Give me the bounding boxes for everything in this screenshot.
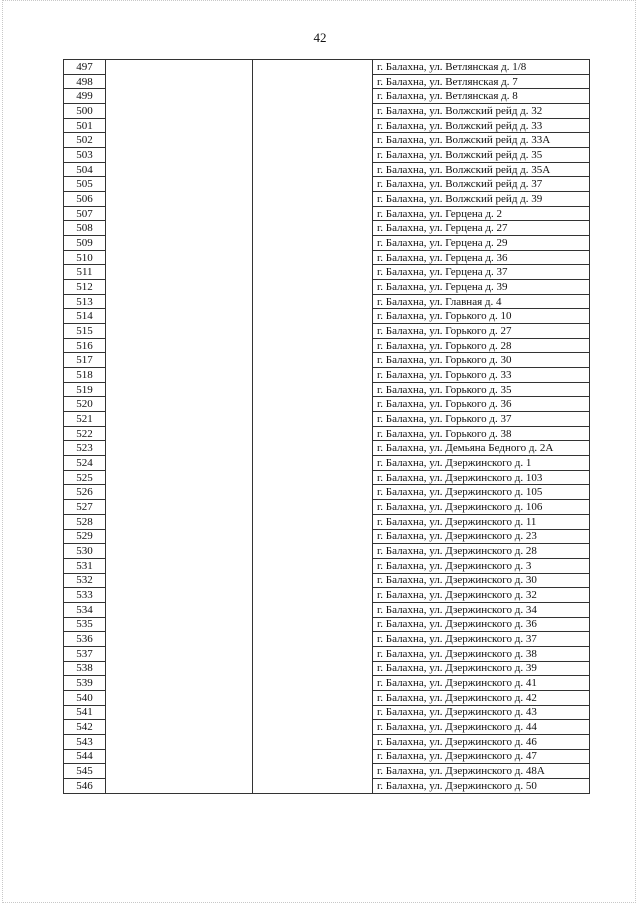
empty-cell (106, 778, 253, 793)
empty-cell (106, 632, 253, 647)
address-cell: г. Балахна, ул. Горького д. 33 (373, 368, 590, 383)
row-number-cell: 539 (64, 676, 106, 691)
empty-cell (106, 60, 253, 75)
empty-cell (106, 74, 253, 89)
row-number-cell: 528 (64, 514, 106, 529)
table-row (64, 441, 590, 456)
row-number-cell: 544 (64, 749, 106, 764)
empty-cell (253, 778, 373, 793)
table-row (64, 177, 590, 192)
empty-cell (106, 148, 253, 163)
table-row (64, 353, 590, 368)
address-cell: г. Балахна, ул. Волжский рейд д. 35 (373, 148, 590, 163)
address-cell: г. Балахна, ул. Ветлянская д. 1/8 (373, 60, 590, 75)
row-number-cell: 501 (64, 118, 106, 133)
empty-cell (253, 456, 373, 471)
empty-cell (106, 720, 253, 735)
table-row (64, 558, 590, 573)
row-number-cell: 532 (64, 573, 106, 588)
row-number-cell: 516 (64, 338, 106, 353)
row-number-cell: 503 (64, 148, 106, 163)
empty-cell (253, 500, 373, 515)
row-number-cell: 504 (64, 162, 106, 177)
table-row (64, 265, 590, 280)
empty-cell (253, 470, 373, 485)
empty-cell (253, 676, 373, 691)
empty-cell (106, 602, 253, 617)
table-row (64, 133, 590, 148)
address-cell: г. Балахна, ул. Главная д. 4 (373, 294, 590, 309)
address-cell: г. Балахна, ул. Волжский рейд д. 39 (373, 192, 590, 207)
table-row (64, 412, 590, 427)
address-cell: г. Балахна, ул. Волжский рейд д. 33А (373, 133, 590, 148)
table-row (64, 236, 590, 251)
table-row (64, 382, 590, 397)
row-number-cell: 523 (64, 441, 106, 456)
address-cell: г. Балахна, ул. Дзержинского д. 50 (373, 778, 590, 793)
empty-cell (106, 338, 253, 353)
empty-cell (253, 705, 373, 720)
empty-cell (253, 162, 373, 177)
empty-cell (253, 588, 373, 603)
empty-cell (253, 265, 373, 280)
row-number-cell: 517 (64, 353, 106, 368)
empty-cell (253, 544, 373, 559)
empty-cell (106, 764, 253, 779)
address-cell: г. Балахна, ул. Дзержинского д. 36 (373, 617, 590, 632)
table-row (64, 764, 590, 779)
table-row (64, 529, 590, 544)
empty-cell (253, 118, 373, 133)
empty-cell (253, 690, 373, 705)
empty-cell (253, 749, 373, 764)
empty-cell (106, 280, 253, 295)
table-row (64, 338, 590, 353)
address-cell: г. Балахна, ул. Горького д. 38 (373, 426, 590, 441)
address-cell: г. Балахна, ул. Дзержинского д. 11 (373, 514, 590, 529)
empty-cell (253, 397, 373, 412)
empty-cell (253, 602, 373, 617)
row-number-cell: 527 (64, 500, 106, 515)
table-row (64, 632, 590, 647)
address-cell: г. Балахна, ул. Герцена д. 2 (373, 206, 590, 221)
row-number-cell: 509 (64, 236, 106, 251)
address-cell: г. Балахна, ул. Дзержинского д. 103 (373, 470, 590, 485)
row-number-cell: 529 (64, 529, 106, 544)
address-cell: г. Балахна, ул. Дзержинского д. 106 (373, 500, 590, 515)
address-cell: г. Балахна, ул. Ветлянская д. 8 (373, 89, 590, 104)
empty-cell (253, 148, 373, 163)
empty-cell (106, 705, 253, 720)
address-cell: г. Балахна, ул. Дзержинского д. 28 (373, 544, 590, 559)
empty-cell (253, 192, 373, 207)
table-row (64, 734, 590, 749)
address-cell: г. Балахна, ул. Герцена д. 37 (373, 265, 590, 280)
row-number-cell: 502 (64, 133, 106, 148)
address-cell: г. Балахна, ул. Дзержинского д. 42 (373, 690, 590, 705)
empty-cell (106, 734, 253, 749)
empty-cell (253, 382, 373, 397)
empty-cell (106, 456, 253, 471)
row-number-cell: 508 (64, 221, 106, 236)
empty-cell (253, 338, 373, 353)
row-number-cell: 520 (64, 397, 106, 412)
empty-cell (106, 412, 253, 427)
empty-cell (253, 529, 373, 544)
empty-cell (253, 74, 373, 89)
table-row (64, 148, 590, 163)
empty-cell (253, 368, 373, 383)
table-row (64, 397, 590, 412)
address-cell: г. Балахна, ул. Волжский рейд д. 33 (373, 118, 590, 133)
row-number-cell: 507 (64, 206, 106, 221)
empty-cell (106, 529, 253, 544)
empty-cell (106, 588, 253, 603)
empty-cell (106, 324, 253, 339)
row-number-cell: 536 (64, 632, 106, 647)
row-number-cell: 533 (64, 588, 106, 603)
empty-cell (253, 104, 373, 119)
table-row (64, 60, 590, 75)
address-cell: г. Балахна, ул. Дзержинского д. 46 (373, 734, 590, 749)
address-cell: г. Балахна, ул. Волжский рейд д. 32 (373, 104, 590, 119)
empty-cell (253, 764, 373, 779)
empty-cell (106, 617, 253, 632)
empty-cell (106, 177, 253, 192)
table-row (64, 602, 590, 617)
empty-cell (106, 500, 253, 515)
empty-cell (253, 206, 373, 221)
empty-cell (106, 265, 253, 280)
table-row (64, 720, 590, 735)
empty-cell (106, 294, 253, 309)
empty-cell (253, 632, 373, 647)
empty-cell (106, 236, 253, 251)
row-number-cell: 545 (64, 764, 106, 779)
table-row (64, 646, 590, 661)
address-cell: г. Балахна, ул. Дзержинского д. 1 (373, 456, 590, 471)
row-number-cell: 531 (64, 558, 106, 573)
empty-cell (253, 734, 373, 749)
table-row (64, 206, 590, 221)
empty-cell (253, 720, 373, 735)
row-number-cell: 497 (64, 60, 106, 75)
empty-cell (106, 353, 253, 368)
address-cell: г. Балахна, ул. Демьяна Бедного д. 2А (373, 441, 590, 456)
table-row (64, 573, 590, 588)
row-number-cell: 512 (64, 280, 106, 295)
empty-cell (253, 177, 373, 192)
table-row (64, 485, 590, 500)
empty-cell (253, 485, 373, 500)
address-cell: г. Балахна, ул. Герцена д. 29 (373, 236, 590, 251)
empty-cell (253, 324, 373, 339)
empty-cell (253, 250, 373, 265)
row-number-cell: 526 (64, 485, 106, 500)
row-number-cell: 541 (64, 705, 106, 720)
row-number-cell: 525 (64, 470, 106, 485)
row-number-cell: 542 (64, 720, 106, 735)
table-row (64, 250, 590, 265)
table-row (64, 221, 590, 236)
empty-cell (106, 309, 253, 324)
address-cell: г. Балахна, ул. Дзержинского д. 32 (373, 588, 590, 603)
address-cell: г. Балахна, ул. Горького д. 30 (373, 353, 590, 368)
address-cell: г. Балахна, ул. Дзержинского д. 105 (373, 485, 590, 500)
table-row (64, 514, 590, 529)
table-row (64, 309, 590, 324)
address-cell: г. Балахна, ул. Дзержинского д. 39 (373, 661, 590, 676)
row-number-cell: 535 (64, 617, 106, 632)
address-cell: г. Балахна, ул. Ветлянская д. 7 (373, 74, 590, 89)
row-number-cell: 537 (64, 646, 106, 661)
row-number-cell: 505 (64, 177, 106, 192)
page-number: 42 (313, 30, 327, 45)
row-number-cell: 538 (64, 661, 106, 676)
row-number-cell: 499 (64, 89, 106, 104)
address-cell: г. Балахна, ул. Горького д. 36 (373, 397, 590, 412)
empty-cell (106, 514, 253, 529)
empty-cell (106, 485, 253, 500)
empty-cell (253, 60, 373, 75)
empty-cell (106, 426, 253, 441)
table-row (64, 368, 590, 383)
table-row (64, 470, 590, 485)
address-cell: г. Балахна, ул. Горького д. 37 (373, 412, 590, 427)
empty-cell (106, 89, 253, 104)
empty-cell (253, 309, 373, 324)
empty-cell (253, 426, 373, 441)
empty-cell (253, 236, 373, 251)
table-row (64, 676, 590, 691)
empty-cell (106, 441, 253, 456)
row-number-cell: 534 (64, 602, 106, 617)
row-number-cell: 519 (64, 382, 106, 397)
table-row (64, 661, 590, 676)
address-cell: г. Балахна, ул. Дзержинского д. 23 (373, 529, 590, 544)
table-row (64, 118, 590, 133)
row-number-cell: 506 (64, 192, 106, 207)
address-cell: г. Балахна, ул. Герцена д. 27 (373, 221, 590, 236)
empty-cell (106, 206, 253, 221)
table-row (64, 588, 590, 603)
table-row (64, 294, 590, 309)
address-cell: г. Балахна, ул. Дзержинского д. 30 (373, 573, 590, 588)
empty-cell (106, 646, 253, 661)
row-number-cell: 514 (64, 309, 106, 324)
table-row (64, 705, 590, 720)
empty-cell (253, 646, 373, 661)
row-number-cell: 500 (64, 104, 106, 119)
empty-cell (253, 353, 373, 368)
row-number-cell: 524 (64, 456, 106, 471)
table-row (64, 192, 590, 207)
empty-cell (106, 118, 253, 133)
address-cell: г. Балахна, ул. Волжский рейд д. 35А (373, 162, 590, 177)
empty-cell (106, 382, 253, 397)
table-row (64, 74, 590, 89)
row-number-cell: 540 (64, 690, 106, 705)
empty-cell (253, 573, 373, 588)
row-number-cell: 546 (64, 778, 106, 793)
empty-cell (106, 690, 253, 705)
address-table-body (64, 60, 590, 794)
table-row (64, 544, 590, 559)
table-row (64, 456, 590, 471)
address-cell: г. Балахна, ул. Дзержинского д. 47 (373, 749, 590, 764)
table-row (64, 617, 590, 632)
table-row (64, 426, 590, 441)
empty-cell (253, 412, 373, 427)
address-cell: г. Балахна, ул. Горького д. 10 (373, 309, 590, 324)
row-number-cell: 510 (64, 250, 106, 265)
empty-cell (106, 104, 253, 119)
empty-cell (106, 192, 253, 207)
table-row (64, 89, 590, 104)
empty-cell (106, 558, 253, 573)
empty-cell (253, 294, 373, 309)
empty-cell (253, 441, 373, 456)
table-row (64, 500, 590, 515)
row-number-cell: 543 (64, 734, 106, 749)
empty-cell (253, 661, 373, 676)
address-cell: г. Балахна, ул. Горького д. 27 (373, 324, 590, 339)
row-number-cell: 518 (64, 368, 106, 383)
address-cell: г. Балахна, ул. Дзержинского д. 37 (373, 632, 590, 647)
empty-cell (106, 250, 253, 265)
address-cell: г. Балахна, ул. Горького д. 35 (373, 382, 590, 397)
empty-cell (106, 368, 253, 383)
empty-cell (253, 558, 373, 573)
table-row (64, 280, 590, 295)
address-cell: г. Балахна, ул. Дзержинского д. 41 (373, 676, 590, 691)
address-cell: г. Балахна, ул. Герцена д. 39 (373, 280, 590, 295)
empty-cell (253, 280, 373, 295)
empty-cell (253, 89, 373, 104)
row-number-cell: 515 (64, 324, 106, 339)
address-cell: г. Балахна, ул. Дзержинского д. 44 (373, 720, 590, 735)
address-table (63, 59, 590, 794)
empty-cell (106, 162, 253, 177)
empty-cell (253, 514, 373, 529)
empty-cell (106, 397, 253, 412)
empty-cell (253, 133, 373, 148)
table-row (64, 324, 590, 339)
table-row (64, 162, 590, 177)
empty-cell (106, 676, 253, 691)
row-number-cell: 530 (64, 544, 106, 559)
empty-cell (106, 470, 253, 485)
address-cell: г. Балахна, ул. Герцена д. 36 (373, 250, 590, 265)
empty-cell (253, 221, 373, 236)
empty-cell (106, 573, 253, 588)
table-row (64, 749, 590, 764)
address-cell: г. Балахна, ул. Дзержинского д. 3 (373, 558, 590, 573)
address-cell: г. Балахна, ул. Дзержинского д. 48А (373, 764, 590, 779)
empty-cell (106, 221, 253, 236)
row-number-cell: 521 (64, 412, 106, 427)
address-cell: г. Балахна, ул. Дзержинского д. 38 (373, 646, 590, 661)
address-cell: г. Балахна, ул. Горького д. 28 (373, 338, 590, 353)
address-cell: г. Балахна, ул. Дзержинского д. 34 (373, 602, 590, 617)
empty-cell (106, 544, 253, 559)
empty-cell (106, 133, 253, 148)
table-row (64, 778, 590, 793)
address-cell: г. Балахна, ул. Дзержинского д. 43 (373, 705, 590, 720)
empty-cell (106, 749, 253, 764)
row-number-cell: 498 (64, 74, 106, 89)
table-row (64, 104, 590, 119)
row-number-cell: 513 (64, 294, 106, 309)
table-row (64, 690, 590, 705)
address-cell: г. Балахна, ул. Волжский рейд д. 37 (373, 177, 590, 192)
empty-cell (253, 617, 373, 632)
row-number-cell: 522 (64, 426, 106, 441)
row-number-cell: 511 (64, 265, 106, 280)
empty-cell (106, 661, 253, 676)
